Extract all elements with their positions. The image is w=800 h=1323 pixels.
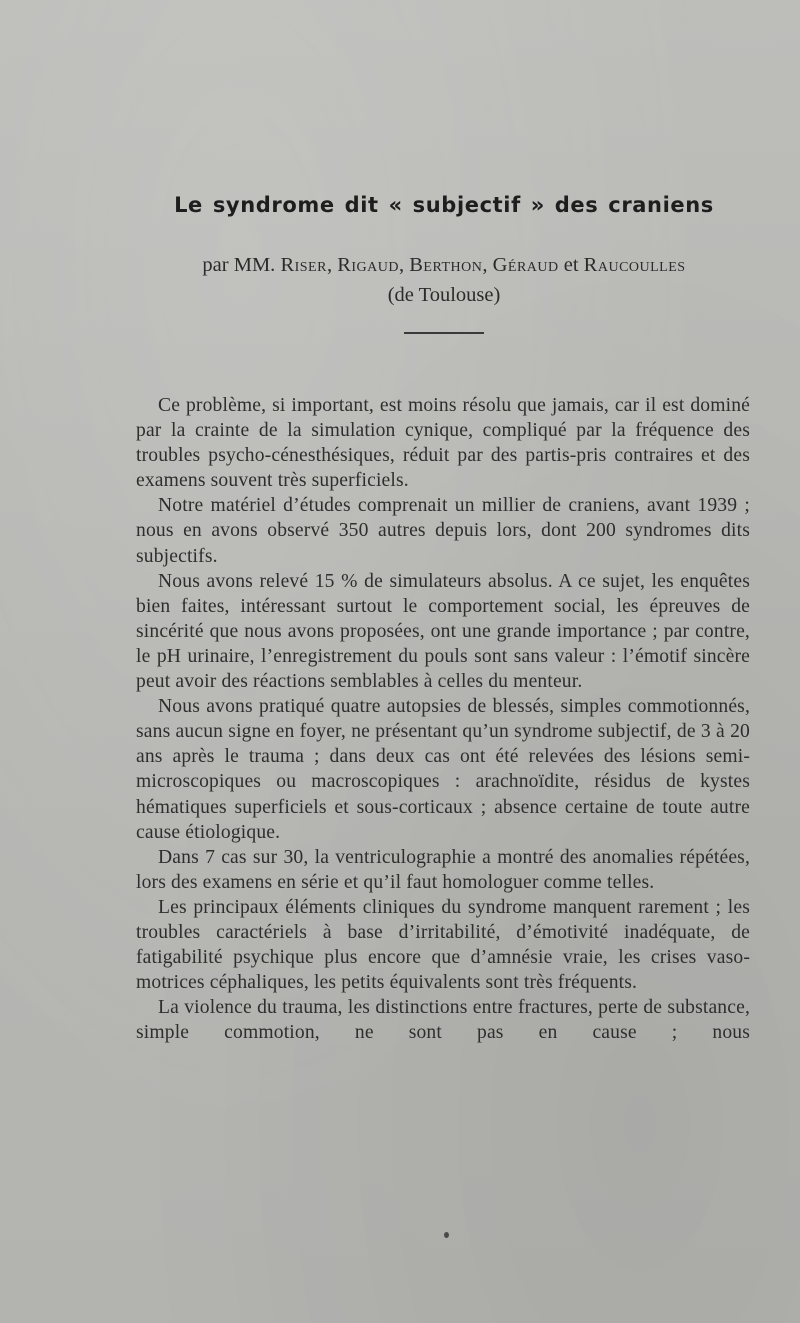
author-names: par MM. Riser, Rigaud, Berthon, Géraud et Raucoulles xyxy=(202,254,686,276)
paragraph: Ce problème, si important, est moins résolu que jamais, car il est dominé par la crainte de la simulation cynique, compliqué par la fréquence des troubles psycho-cénesthésiques, réduit par des partis-pris contraires et des examens souvent très superficiels. xyxy=(136,395,750,492)
title-divider xyxy=(404,332,484,334)
byline-conjunction: et xyxy=(563,254,579,276)
author-affiliation: (de Toulouse) xyxy=(387,284,501,306)
paragraph: Nous avons pratiqué quatre autopsies de blessés, simples commotionnés, sans aucun signe en foyer, ne présentant qu’un syndrome subjectif, de 3 à 20 ans après le trauma ; dans deux cas ont été relevées des lésions semi-microscopiques ou macroscopiques : arachnoïdite, résidus de kystes hématiques superficiels et sous-corticaux ; absence certaine de toute autre cause étiologique. xyxy=(136,696,750,843)
author-name: Riser xyxy=(280,254,327,276)
article-title: Le syndrome dit « subjectif » des craniens xyxy=(174,193,714,217)
paragraph: Nous avons relevé 15 % de simulateurs absolus. A ce sujet, les enquêtes bien faites, intéressant surtout le comportement social, les épreuves de sincérité que nous avons proposées, ont une grande importance ; par contre, le pH urinaire, l’enregistrement du pouls sont sans valeur : l’émotif sincère peut avoir des réactions semblables à celles du menteur. xyxy=(136,570,750,693)
byline-prefix: par MM. xyxy=(202,254,276,276)
author-byline xyxy=(0,250,800,310)
paragraph: Dans 7 cas sur 30, la ventriculographie a montré des anomalies répétées, lors des examens en série et qu’il faut homologuer comme telles. xyxy=(136,846,750,893)
author-name: Raucoulles xyxy=(583,254,686,276)
ink-speck xyxy=(444,1232,449,1238)
author-name: Géraud xyxy=(492,254,559,276)
author-name: Berthon xyxy=(409,254,483,276)
author-name: Rigaud xyxy=(337,254,399,276)
paragraph: Notre matériel d’études comprenait un millier de craniens, avant 1939 ; nous en avons observé 350 autres depuis lors, dont 200 syndromes dits subjectifs. xyxy=(136,495,750,567)
paragraph: Les principaux éléments cliniques du syndrome manquent rarement ; les troubles caractériels à base d’irritabilité, d’émotivité inadéquate, de fatigabilité psychique plus encore que d’amnésie vraie, les crises vaso-motrices céphaliques, les petits équivalents sont très fréquents. xyxy=(136,896,750,994)
paragraph: La violence du trauma, les distinctions entre fractures, perte de substance, simple commotion, ne sont pas en cause ; nous xyxy=(136,997,750,1044)
article-body xyxy=(136,393,750,1045)
